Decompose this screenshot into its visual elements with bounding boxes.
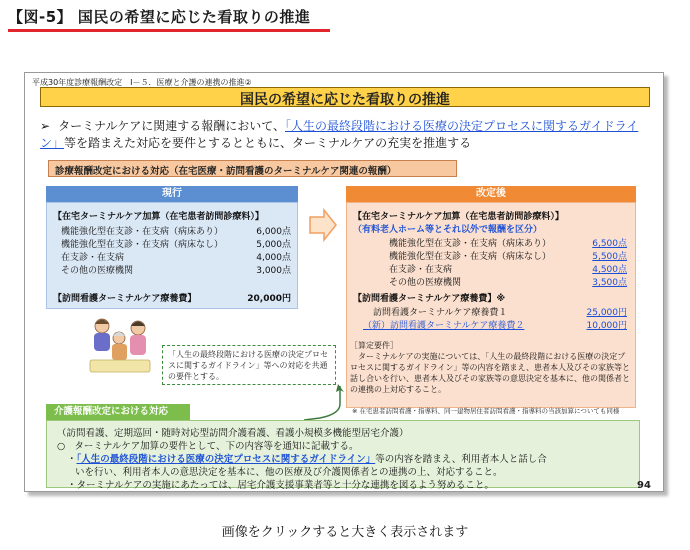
care-line: いを行い、利用者本人の意思決定を基本に、他の医療及び介護関係者との連携の上、対応すること。 [75, 467, 503, 478]
care-dot: ・ [67, 454, 77, 465]
intro-text-1: ターミナルケアに関連する報酬において、 [58, 119, 285, 133]
image-caption: 画像をクリックすると大きく表示されます [221, 525, 469, 540]
revised-nursing-title: 【訪問看護ターミナルケア療養費】※ [353, 294, 506, 304]
footnote: ※ 在宅患者訪問看護・指導料、同一建物居住者訪問看護・指導料の当該加算についても同様 [352, 407, 620, 415]
page-number: 94 [637, 480, 651, 491]
care-box [46, 420, 640, 491]
revised-header: 改定後 [346, 186, 636, 202]
revised-row-label: 在支診・在支病 [389, 265, 453, 275]
revised-nursing-label-new: （新）訪問看護ターミナルケア療養費２ [363, 321, 525, 331]
care-label: 介護報酬改定における対応 [46, 404, 190, 420]
revised-nursing-value: 25,000円 [586, 308, 627, 318]
intro-text-2: 等を踏まえた対応を要件とするとともに、ターミナルケアの充実を推進する [64, 136, 472, 150]
revised-row-value: 3,500点 [592, 278, 627, 288]
current-row-label: 機能強化型在支診・在支病（病床なし） [61, 240, 224, 250]
bullet-arrow-icon: ➢ [40, 119, 51, 133]
revised-row-value: 4,500点 [592, 265, 627, 275]
revised-section-title: 【在宅ターミナルケア加算（在宅患者訪問診療料）】 [353, 212, 564, 222]
connector-arrow-icon [300, 384, 360, 424]
current-row-label: 在支診・在支病 [61, 253, 125, 263]
current-row-label: その他の医療機関 [61, 266, 134, 276]
current-row-value: 4,000点 [256, 253, 291, 263]
current-section-title: 【在宅ターミナルケア加算（在宅患者訪問診療料）】 [53, 212, 264, 222]
revised-row-label: 機能強化型在支診・在支病（病床なし） [389, 252, 552, 262]
intro-paragraph [40, 118, 645, 152]
care-guideline-link: 「人生の最終段階における医療の決定プロセスに関するガイドライン」 [76, 454, 376, 465]
care-line [57, 438, 358, 452]
main-title-bar [40, 87, 650, 107]
calc-label: ［算定要件］ [350, 341, 398, 350]
current-row-value: 3,000点 [256, 266, 291, 276]
calculation-requirements [350, 340, 632, 402]
current-row-label: 機能強化型在支診・在支病（病床あり） [61, 227, 224, 237]
revised-row-label: 機能強化型在支診・在支病（病床あり） [389, 239, 552, 249]
guideline-link: 「人生の最終段階における医療の決定プロセスに関するガイドライン」 [40, 119, 639, 150]
doc-header: 平成30年度診療報酬改定 Ⅰ－５．医療と介護の連携の推進② [32, 78, 252, 87]
title-underline [8, 29, 330, 32]
care-line [67, 451, 547, 465]
care-line-text: 等の内容を踏まえ、利用者本人と話し合 [375, 454, 547, 465]
care-line: ・ターミナルケアの実施にあたっては、居宅介護支援事業者等と十分な連携を図るよう努めること。 [67, 480, 494, 491]
revision-label: 診療報酬改定における対応（在宅医療・訪問看護のターミナルケア関連の報酬） [48, 160, 457, 177]
main-title: 国民の希望に応じた看取りの推進 [240, 92, 450, 108]
guideline-callout: 「人生の最終段階における医療の決定プロセスに関するガイドライン」等への対応を共通の要件とする。 [162, 345, 336, 385]
current-nursing-value: 20,000円 [247, 294, 291, 304]
revised-section-subtitle: （有料老人ホーム等とそれ以外で報酬を区分） [353, 225, 543, 235]
care-line: （訪問看護、定期巡回・随時対応型訪問介護看護、看護小規模多機能型居宅介護） [57, 428, 409, 439]
revised-nursing-value-new: 10,000円 [586, 321, 627, 331]
revised-row-label: その他の医療機関 [389, 278, 462, 288]
current-row-value: 6,000点 [256, 227, 291, 237]
revised-row-value: 6,500点 [592, 239, 627, 249]
current-nursing-label: 【訪問看護ターミナルケア療養費】 [53, 294, 197, 304]
calc-text: ターミナルケアの実施については、「人生の最終段階における医療の決定プロセスに関するガイドライン」等の内容を踏まえ、患者本人及びその家族等と話し合いを行い、患者本人及びその家族等の意思決定を基本に、他の関係者との連携の上対応すること。 [350, 352, 630, 394]
current-box [46, 202, 298, 309]
current-row-value: 5,000点 [256, 240, 291, 250]
figure-title: 【図-5】 国民の希望に応じた看取りの推進 [8, 8, 311, 26]
circle-bullet-icon: ○ [57, 441, 66, 452]
current-header: 現行 [46, 186, 298, 202]
care-line-text: ターミナルケア加算の要件として、下の内容等を通知に記載する。 [74, 441, 359, 452]
care-people-illustration [86, 316, 152, 378]
revised-nursing-label: 訪問看護ターミナルケア療養費１ [373, 308, 508, 318]
revised-row-value: 5,500点 [592, 252, 627, 262]
arrow-right-icon [308, 208, 338, 242]
